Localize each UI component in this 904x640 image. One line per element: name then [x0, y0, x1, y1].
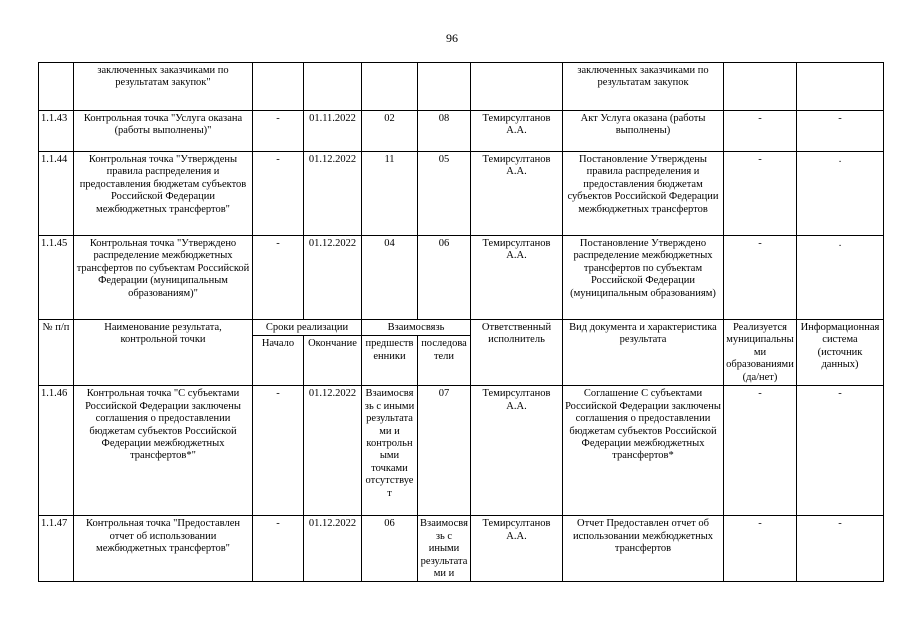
row-prev: 02 [362, 111, 418, 152]
row-number: 1.1.45 [39, 236, 74, 320]
row-document: Постановление Утверждены правила распределения и предоставления бюджетам субъектов Российской Федерации межбюджетных трансфертов [563, 152, 724, 236]
table-row [39, 516, 884, 582]
table-row [39, 386, 884, 516]
row-number: 1.1.47 [39, 516, 74, 582]
row-next [418, 63, 471, 111]
row-number [39, 63, 74, 111]
row-prev: 11 [362, 152, 418, 236]
row-responsible: Темирсултанов А.А. [471, 236, 563, 320]
row-next: Взаимосвязь с иными результатами и [418, 516, 471, 582]
row-next: 07 [418, 386, 471, 516]
row-document: Соглашение С субъектами Российской Федерации заключены соглашения о предоставлении бюджетам субъектов Российской Федерации межбюджетных трансфертов* [563, 386, 724, 516]
row-infosys: . [797, 152, 884, 236]
row-municipal: - [724, 236, 797, 320]
header-infosys: Информационная система (источник данных) [797, 320, 884, 386]
row-next: 05 [418, 152, 471, 236]
row-prev: Взаимосвязь с иными результатами и контрольными точками отсутствует [362, 386, 418, 516]
row-prev [362, 63, 418, 111]
table-row [39, 111, 884, 152]
row-name: заключенных заказчиками по результатам закупок" [74, 63, 253, 111]
row-prev: 04 [362, 236, 418, 320]
header-row-1 [39, 320, 884, 336]
row-document: Акт Услуга оказана (работы выполнены) [563, 111, 724, 152]
header-end: Окончание [304, 336, 362, 386]
header-dates-group: Сроки реализации [253, 320, 362, 336]
row-responsible: Темирсултанов А.А. [471, 386, 563, 516]
row-municipal [724, 63, 797, 111]
row-name: Контрольная точка "Предоставлен отчет об использовании межбюджетных трансфертов" [74, 516, 253, 582]
row-number: 1.1.46 [39, 386, 74, 516]
row-name: Контрольная точка "Услуга оказана (работы выполнены)" [74, 111, 253, 152]
header-document: Вид документа и характеристика результата [563, 320, 724, 386]
row-number: 1.1.44 [39, 152, 74, 236]
header-municipal: Реализуется муниципальными образованиями (да/нет) [724, 320, 797, 386]
row-prev: 06 [362, 516, 418, 582]
row-name: Контрольная точка "Утверждено распределение межбюджетных трансфертов по субъектам Российской Федерации (муниципальным образованиям)" [74, 236, 253, 320]
row-number: 1.1.43 [39, 111, 74, 152]
row-municipal: - [724, 152, 797, 236]
row-name: Контрольная точка "С субъектами Российской Федерации заключены соглашения о предоставлении бюджетам субъектов Российской Федерации межбюджетных трансфертов*" [74, 386, 253, 516]
header-num: № п/п [39, 320, 74, 386]
row-end: 01.12.2022 [304, 386, 362, 516]
row-end: 01.12.2022 [304, 236, 362, 320]
row-responsible: Темирсултанов А.А. [471, 152, 563, 236]
row-infosys: . [797, 236, 884, 320]
row-name: Контрольная точка "Утверждены правила распределения и предоставления бюджетам субъектов Российской Федерации межбюджетных трансфертов" [74, 152, 253, 236]
row-infosys: - [797, 386, 884, 516]
row-document: Отчет Предоставлен отчет об использовании межбюджетных трансфертов [563, 516, 724, 582]
row-responsible: Темирсултанов А.А. [471, 111, 563, 152]
header-next: последователи [418, 336, 471, 386]
row-end: 01.11.2022 [304, 111, 362, 152]
row-infosys [797, 63, 884, 111]
row-infosys: - [797, 111, 884, 152]
header-responsible: Ответственный исполнитель [471, 320, 563, 386]
row-start: - [253, 236, 304, 320]
page-number: 96 [446, 31, 458, 45]
row-next: 08 [418, 111, 471, 152]
table-row [39, 63, 884, 111]
row-municipal: - [724, 516, 797, 582]
row-infosys: - [797, 516, 884, 582]
header-name: Наименование результата, контрольной точки [74, 320, 253, 386]
header-start: Начало [253, 336, 304, 386]
row-start: - [253, 516, 304, 582]
plan-table [38, 62, 884, 582]
row-end [304, 63, 362, 111]
row-document: заключенных заказчиками по результатам закупок [563, 63, 724, 111]
row-municipal: - [724, 386, 797, 516]
row-start [253, 63, 304, 111]
header-links-group: Взаимосвязь [362, 320, 471, 336]
table-row [39, 152, 884, 236]
header-prev: предшественники [362, 336, 418, 386]
row-next: 06 [418, 236, 471, 320]
row-start: - [253, 152, 304, 236]
table-row [39, 236, 884, 320]
row-end: 01.12.2022 [304, 516, 362, 582]
row-end: 01.12.2022 [304, 152, 362, 236]
row-document: Постановление Утверждено распределение межбюджетных трансфертов по субъектам Российской Федерации (муниципальным образованиям) [563, 236, 724, 320]
row-responsible [471, 63, 563, 111]
row-responsible: Темирсултанов А.А. [471, 516, 563, 582]
row-municipal: - [724, 111, 797, 152]
row-start: - [253, 386, 304, 516]
row-start: - [253, 111, 304, 152]
